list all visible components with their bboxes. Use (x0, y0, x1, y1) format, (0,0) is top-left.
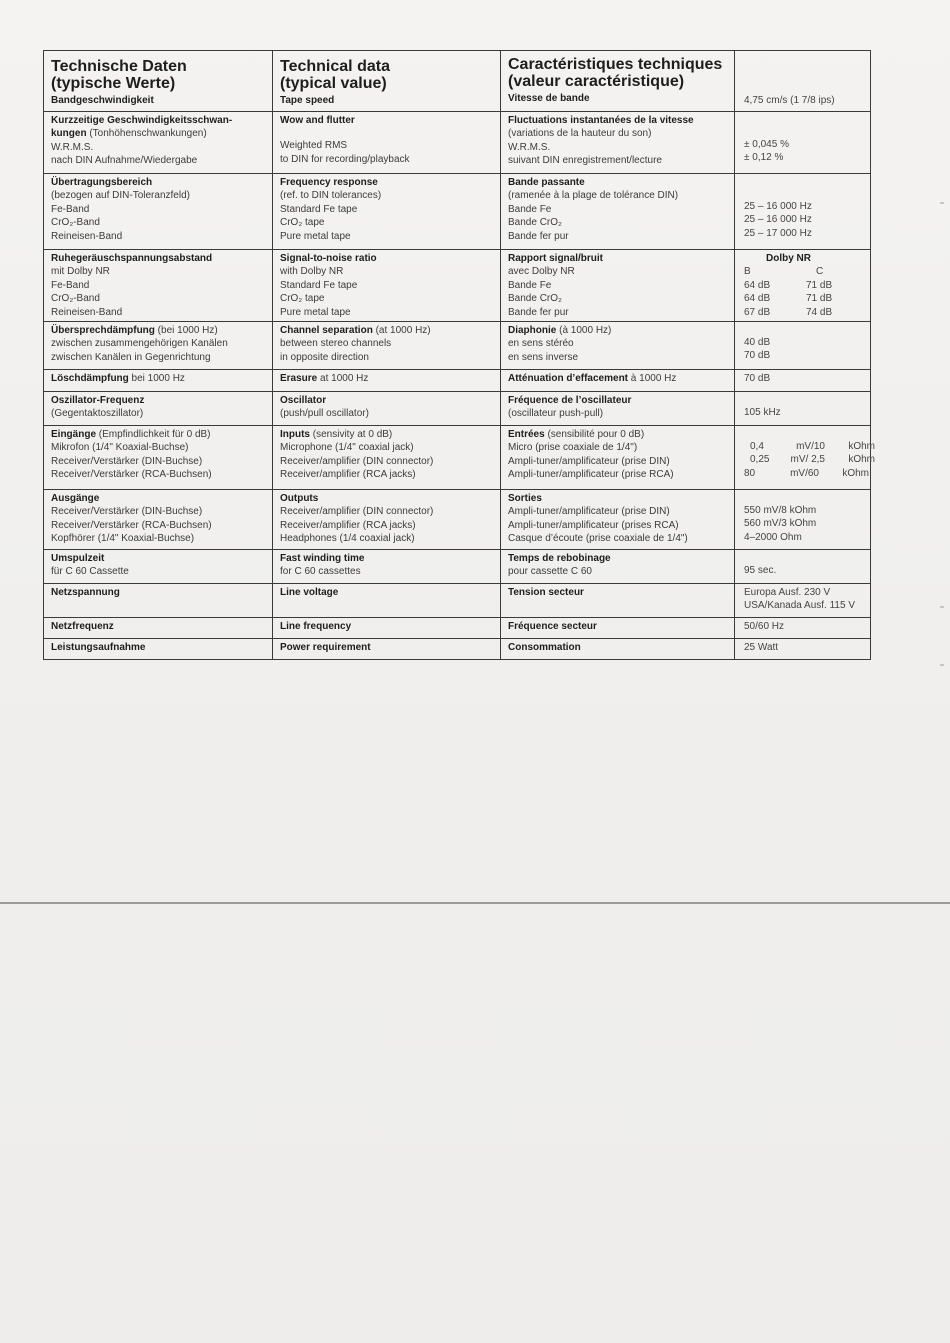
spec-title-cont (51, 127, 265, 140)
spec-title-en (280, 176, 493, 189)
spec-title-fr (508, 252, 727, 265)
spec-title-en (280, 252, 493, 265)
spec-title-note: (sensivity at 0 dB) (310, 429, 393, 441)
spec-cell-en (273, 250, 501, 322)
spec-line: Reineisen-Band (51, 306, 123, 318)
spec-title-bold: Umspulzeit (51, 553, 105, 565)
input-sensitivity-row (744, 440, 875, 453)
spec-title-bold: Fluctuations instantanées de la vitesse (508, 115, 694, 126)
spec-line: Receiver/amplifier (DIN connector) (280, 455, 434, 467)
spec-title-de (51, 324, 265, 337)
page-fold-line (0, 902, 950, 904)
input-sensitivity-value: 0,4 (750, 441, 764, 453)
spec-cell-fr (501, 618, 735, 639)
spec-line: Kopfhörer (1/4" Koaxial-Buchse) (51, 533, 195, 545)
margin-mark (940, 606, 944, 608)
spec-title-fr (508, 394, 727, 407)
spec-title-fr (508, 552, 727, 565)
spec-value-cell (735, 370, 871, 392)
spec-line: CrO₂-Band (51, 293, 100, 305)
spec-line: (push/pull oscillator) (280, 408, 369, 420)
spec-cell-de (44, 639, 273, 660)
spec-value: 95 sec. (744, 565, 777, 577)
spec-title-bold: Fast winding time (280, 553, 365, 565)
spec-title-bold: Line frequency (280, 621, 352, 633)
spec-value (744, 188, 863, 200)
spec-title-bold: Consommation (508, 642, 581, 654)
spec-line: Micro (prise coaxiale de 1/4") (508, 442, 638, 454)
spec-value-cell (735, 639, 871, 660)
spec-cell-fr (501, 490, 735, 550)
spec-value: 40 dB (744, 337, 771, 349)
input-sensitivity-value: mV/60 (790, 467, 819, 479)
header-fr-title: Caractéristiques techniques (508, 56, 723, 73)
spec-title-fr (508, 372, 727, 385)
spec-line: Fe-Band (51, 203, 90, 215)
spec-title-de (51, 586, 265, 599)
spec-value: 550 mV/8 kOhm (744, 505, 817, 517)
spec-title-de (51, 252, 265, 265)
spec-line: Receiver/Verstärker (DIN-Buchse) (51, 455, 203, 467)
spec-line: Bande fer pur (508, 306, 569, 318)
spec-cell-en (273, 392, 501, 426)
spec-cell-en (273, 174, 501, 250)
spec-title-bold: kungen (51, 128, 87, 140)
spec-line: suivant DIN enregistrement/lecture (508, 155, 662, 167)
dolby-value: 67 dB (744, 306, 771, 318)
spec-row (44, 490, 871, 550)
spec-title-bold: Outputs (280, 493, 319, 505)
spec-value (744, 114, 863, 126)
spec-cell-en (273, 426, 501, 490)
spec-line: CrO₂-Band (51, 217, 100, 229)
spec-line (280, 127, 493, 139)
spec-value: Europa Ausf. 230 V (744, 587, 831, 599)
dolby-value: 71 dB (806, 293, 833, 305)
spec-line: Casque d’écoute (prise coaxiale de 1/4") (508, 533, 688, 545)
spec-title-bold: Ausgänge (51, 493, 100, 505)
spec-line: CrO₂ tape (280, 217, 325, 229)
spec-title-de (51, 372, 265, 385)
spec-title-bold: Power requirement (280, 642, 371, 654)
spec-row (44, 174, 871, 250)
spec-line: Bande Fe (508, 203, 552, 215)
spec-title-bold: Fréquence secteur (508, 621, 597, 633)
spec-value: 25 – 17 000 Hz (744, 227, 812, 239)
spec-title-de (51, 428, 265, 441)
spec-value (744, 394, 863, 406)
spec-title-bold: Kurzzeitige Geschwindigkeitsschwan- (51, 115, 233, 126)
spec-line: (bezogen auf DIN-Toleranzfeld) (51, 190, 190, 202)
dolby-value-row (744, 279, 863, 292)
spec-cell-de (44, 250, 273, 322)
spec-title-bold: Ruhegeräuschspannungsabstand (51, 253, 213, 264)
spec-cell-fr (501, 392, 735, 426)
spec-title-fr (508, 324, 727, 337)
spec-title-bold: Entrées (508, 429, 545, 441)
spec-line: zwischen zusammengehörigen Kanälen (51, 338, 228, 350)
spec-title-bold: Bande passante (508, 177, 585, 188)
spec-cell-fr (501, 584, 735, 618)
spec-value-cell (735, 618, 871, 639)
input-sensitivity-value: 80 (744, 467, 756, 479)
spec-line: Pure metal tape (280, 306, 351, 318)
spec-cell-en (273, 322, 501, 370)
spec-line: Receiver/Verstärker (DIN-Buchse) (51, 506, 203, 518)
spec-title-bold: Fréquence de l’oscillateur (508, 395, 632, 407)
spec-value: 4–2000 Ohm (744, 531, 802, 543)
spec-title-note: bei 1000 Hz (128, 373, 185, 385)
spec-title-bold: Leistungsaufnahme (51, 642, 146, 654)
spec-title-bold: Channel separation (280, 325, 373, 337)
dolby-value: 64 dB (744, 293, 771, 305)
spec-line: Receiver/Verstärker (RCA-Buchsen) (51, 519, 212, 531)
spec-cell-de (44, 584, 273, 618)
spec-title-en (280, 324, 493, 337)
spec-line: en sens stéréo (508, 338, 574, 350)
margin-mark (940, 202, 944, 204)
spec-line: Microphone (1/4" coaxial jack) (280, 442, 414, 454)
spec-title-bold: Erasure (280, 373, 318, 385)
spec-value (744, 324, 863, 336)
header-fr (501, 51, 735, 112)
spec-cell-de (44, 392, 273, 426)
spec-cell-en (273, 584, 501, 618)
spec-title-note: (Empfindlichkeit für 0 dB) (96, 429, 211, 441)
margin-mark (940, 664, 944, 666)
spec-value-cell (735, 426, 875, 490)
input-sensitivity-value: kOhm (848, 441, 875, 453)
spec-title-bold: Übersprechdämpfung (51, 325, 155, 337)
spec-cell-de (44, 370, 273, 392)
header-de-title: Technische Daten (51, 58, 187, 75)
spec-cell-de (44, 322, 273, 370)
spec-value: USA/Kanada Ausf. 115 V (744, 600, 856, 612)
spec-line: to DIN for recording/playback (280, 153, 410, 165)
spec-cell-en (273, 370, 501, 392)
spec-row (44, 618, 871, 639)
spec-value-cell (735, 584, 871, 618)
spec-value-cell (735, 550, 871, 584)
spec-line: Ampli-tuner/amplificateur (prise DIN) (508, 506, 670, 518)
spec-cell-de (44, 426, 273, 490)
spec-table (43, 50, 875, 660)
spec-cell-de (44, 174, 273, 250)
header-en (273, 51, 501, 112)
dolby-value: 71 dB (806, 279, 833, 291)
spec-value: 25 – 16 000 Hz (744, 201, 812, 212)
dolby-columns (744, 265, 863, 278)
spec-row (44, 426, 871, 490)
spec-title-en (280, 641, 493, 654)
spec-title-bold: Eingänge (51, 429, 97, 441)
spec-title-bold: Atténuation d’effacement (508, 373, 629, 385)
spec-value-cell (735, 174, 871, 250)
spec-line: Bande CrO₂ (508, 217, 562, 229)
spec-value (744, 492, 863, 504)
spec-line: Standard Fe tape (280, 203, 358, 215)
spec-line: Fe-Band (51, 279, 90, 291)
spec-title-bold: Sorties (508, 493, 542, 505)
spec-cell-en (273, 112, 501, 174)
spec-title-fr (508, 176, 727, 189)
spec-row (44, 392, 871, 426)
spec-table-body (44, 51, 875, 660)
spec-line: en sens inverse (508, 351, 579, 363)
input-sensitivity-value: kOhm (848, 454, 875, 466)
spec-value: 25 Watt (744, 642, 779, 654)
spec-title-en (280, 492, 493, 505)
spec-cell-de (44, 490, 273, 550)
spec-cell-de (44, 112, 273, 174)
spec-line: for C 60 cassettes (280, 566, 361, 578)
spec-cell-fr (501, 322, 735, 370)
spec-title-bold: Oszillator-Frequenz (51, 395, 145, 407)
header-fr-tape-speed: Vitesse de bande (508, 93, 590, 104)
spec-line: mit Dolby NR (51, 266, 110, 278)
spec-cell-fr (501, 370, 735, 392)
spec-value: 50/60 Hz (744, 621, 785, 633)
spec-title-en (280, 372, 493, 385)
spec-title-bold: Line voltage (280, 587, 339, 599)
spec-line: avec Dolby NR (508, 266, 575, 278)
spec-line: Standard Fe tape (280, 279, 358, 291)
spec-title-en (280, 552, 493, 565)
spec-title-de (51, 176, 265, 189)
spec-line: Bande CrO₂ (508, 293, 562, 305)
spec-cell-en (273, 618, 501, 639)
spec-value-cell (735, 322, 871, 370)
spec-value (744, 552, 863, 564)
spec-line: CrO₂ tape (280, 293, 325, 305)
spec-line: Bande Fe (508, 279, 552, 291)
input-sensitivity-row (744, 453, 875, 466)
spec-row (44, 322, 871, 370)
dolby-value: 74 dB (806, 306, 833, 318)
spec-line: für C 60 Cassette (51, 566, 129, 578)
spec-title-bold: Übertragungsbereich (51, 177, 153, 188)
spec-line: pour cassette C 60 (508, 566, 592, 578)
spec-cell-fr (501, 250, 735, 322)
spec-line: Ampli-tuner/amplificateur (prises RCA) (508, 519, 679, 531)
tape-speed-value: 4,75 cm/s (1 7/8 ips) (744, 94, 835, 106)
spec-title-de (51, 114, 265, 127)
spec-title-note: (sensibilité pour 0 dB) (544, 429, 645, 441)
spec-title-fr (508, 428, 727, 441)
spec-title-bold: Wow and flutter (280, 115, 355, 126)
spec-title-bold: Frequency response (280, 177, 378, 188)
spec-title-bold: Löschdämpfung (51, 373, 129, 385)
spec-line: (oscillateur push-pull) (508, 408, 604, 420)
spec-row (44, 370, 871, 392)
spec-line: Bande fer pur (508, 230, 569, 242)
spec-line: Weighted RMS (280, 140, 348, 152)
spec-title-fr (508, 620, 727, 633)
spec-title-en (280, 620, 493, 633)
spec-title-de (51, 492, 265, 505)
spec-value: ± 0,12 % (744, 152, 784, 164)
spec-line: (ref. to DIN tolerances) (280, 190, 382, 202)
input-sensitivity-value: 0,25 (750, 454, 770, 466)
spec-title-note: (at 1000 Hz) (372, 325, 431, 337)
header-fr-subtitle: (valeur caractéristique) (508, 73, 685, 90)
spec-title-note: (bei 1000 Hz) (154, 325, 218, 337)
header-en-subtitle: (typical value) (280, 75, 387, 92)
spec-row (44, 250, 871, 322)
spacer (744, 428, 863, 440)
input-sensitivity-value: mV/10 (796, 441, 825, 453)
header-row (44, 51, 871, 112)
spec-line: Receiver/Verstärker (RCA-Buchsen) (51, 469, 212, 481)
spec-title-en (280, 394, 493, 407)
spec-value: 70 dB (744, 373, 771, 385)
spec-cell-en (273, 550, 501, 584)
header-de-tape-speed: Bandgeschwindigkeit (51, 95, 154, 106)
input-sensitivity-value: kOhm (842, 467, 869, 479)
spec-value: ± 0,045 % (744, 139, 789, 150)
spec-title-fr (508, 114, 727, 127)
dolby-column-label: C (816, 266, 824, 278)
spec-title-de (51, 552, 265, 565)
spec-title-fr (508, 492, 727, 505)
spec-title-de (51, 641, 265, 654)
spec-line: (variations de la hauteur du son) (508, 128, 652, 140)
spec-line: Headphones (1/4 coaxial jack) (280, 533, 415, 545)
spec-value: 25 – 16 000 Hz (744, 214, 812, 226)
spec-line: Reineisen-Band (51, 230, 123, 242)
spec-title-note: à 1000 Hz (628, 373, 677, 385)
tape-speed-value-cell (735, 51, 871, 112)
dolby-nr-header: Dolby NR (766, 253, 811, 264)
spec-title-de (51, 394, 265, 407)
spec-line: Mikrofon (1/4" Koaxial-Buchse) (51, 442, 189, 454)
spec-line: in opposite direction (280, 351, 369, 363)
dolby-value-row (744, 292, 863, 305)
spec-value (744, 126, 863, 138)
spec-value: 105 kHz (744, 407, 781, 419)
spec-line: Receiver/amplifier (RCA jacks) (280, 519, 416, 531)
spec-cell-fr (501, 174, 735, 250)
spec-line: Ampli-tuner/amplificateur (prise RCA) (508, 469, 674, 481)
spec-title-bold: Oscillator (280, 395, 327, 407)
input-sensitivity-value: mV/ 2,5 (790, 454, 825, 466)
spec-title-fr (508, 641, 727, 654)
spec-title-bold: Netzspannung (51, 587, 120, 599)
spec-row (44, 639, 871, 660)
spec-title-bold: Signal-to-noise ratio (280, 253, 377, 264)
dolby-value-row (744, 306, 863, 319)
spec-title-en (280, 586, 493, 599)
spec-line: (Gegentaktoszillator) (51, 408, 144, 420)
spec-value: 70 dB (744, 350, 771, 362)
spec-title-en (280, 428, 493, 441)
spec-cell-en (273, 639, 501, 660)
spec-title-de (51, 620, 265, 633)
spec-title-bold: Netzfrequenz (51, 621, 114, 633)
spec-value-cell (735, 392, 871, 426)
spec-cell-fr (501, 112, 735, 174)
spec-title-bold: Temps de rebobinage (508, 553, 611, 565)
spec-title-en (280, 114, 493, 127)
spec-title-bold: Diaphonie (508, 325, 557, 337)
spec-value-cell (735, 250, 871, 322)
header-en-title: Technical data (280, 58, 390, 75)
spec-value-cell (735, 112, 871, 174)
spec-title-fr (508, 586, 727, 599)
spec-line: Pure metal tape (280, 230, 351, 242)
spec-title-note: at 1000 Hz (317, 373, 369, 385)
spec-line: Receiver/amplifier (RCA jacks) (280, 469, 416, 481)
spec-line: zwischen Kanälen in Gegenrichtung (51, 351, 211, 363)
header-en-tape-speed: Tape speed (280, 95, 335, 106)
header-de (44, 51, 273, 112)
header-de-subtitle: (typische Werte) (51, 75, 176, 92)
spec-title-bold: Rapport signal/bruit (508, 253, 603, 264)
spec-cell-en (273, 490, 501, 550)
spec-line: between stereo channels (280, 338, 392, 350)
spec-line: W.R.M.S. (508, 141, 551, 153)
spec-title-bold: Tension secteur (508, 587, 584, 599)
spec-value-cell (735, 490, 871, 550)
spec-line: with Dolby NR (280, 266, 344, 278)
spec-row (44, 112, 871, 174)
spec-title-note: (Tonhöhenschwankungen) (86, 128, 207, 140)
spec-row (44, 550, 871, 584)
spec-cell-fr (501, 639, 735, 660)
spec-line: nach DIN Aufnahme/Wiedergabe (51, 155, 198, 167)
input-sensitivity-row (744, 467, 869, 480)
spec-cell-de (44, 618, 273, 639)
dolby-column-label: B (744, 266, 751, 278)
spec-title-note: (à 1000 Hz) (556, 325, 612, 337)
spec-value: 560 mV/3 kOhm (744, 518, 817, 530)
spec-cell-de (44, 550, 273, 584)
spec-title-bold: Inputs (280, 429, 310, 441)
spec-line: Receiver/amplifier (DIN connector) (280, 506, 434, 518)
spec-row (44, 584, 871, 618)
spec-line: Ampli-tuner/amplificateur (prise DIN) (508, 455, 670, 467)
spec-value (744, 176, 863, 188)
spec-line: W.R.M.S. (51, 141, 94, 153)
spec-line: (ramenée à la plage de tolérance DIN) (508, 190, 679, 202)
dolby-value: 64 dB (744, 279, 771, 291)
spec-cell-fr (501, 426, 735, 490)
spec-cell-fr (501, 550, 735, 584)
